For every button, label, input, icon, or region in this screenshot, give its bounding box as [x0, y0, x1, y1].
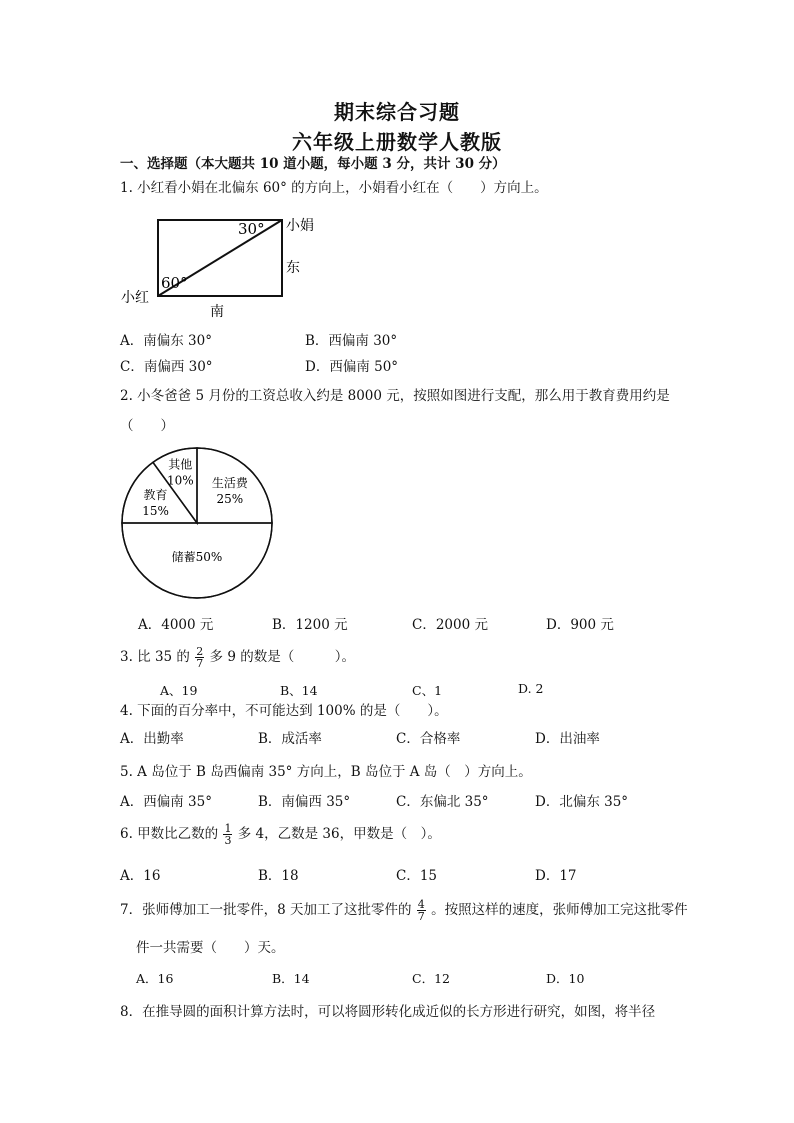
page-title: 期末综合习题: [334, 100, 460, 124]
q6-option-b: B．18: [258, 868, 299, 884]
q2-option-b: B．1200 元: [272, 617, 348, 633]
q3-fraction: $\frac{2}{7}$: [196, 645, 204, 670]
q6-option-a: A．16: [120, 868, 161, 884]
q3-text-post: 多 9 的数是（ ）。: [209, 649, 355, 665]
q7-option-a: A．16: [136, 971, 174, 986]
q3-text-pre: 3. 比 35 的: [120, 649, 190, 665]
q6-option-c: C．15: [396, 868, 438, 884]
q4-option-b: B．成活率: [258, 731, 322, 747]
question-1: 1. 小红看小娟在北偏东 60° 的方向上，小娟看小红在（ ）方向上。: [120, 180, 548, 196]
south-label: 南: [210, 304, 224, 320]
xiaojuan-label: 小娟: [286, 218, 314, 234]
question-2-blank: （ ）: [120, 418, 174, 434]
q3-option-b: B、14: [280, 683, 318, 698]
question-8: 8．在推导圆的面积计算方法时，可以将圆形转化成近似的长方形进行研究，如图，将半径: [120, 1004, 656, 1020]
q1-option-c: C．南偏西 30°: [120, 359, 213, 375]
angle-bottom-label: 60°: [161, 274, 188, 292]
q5-option-b: B．南偏西 35°: [258, 794, 351, 810]
pie-value-3: 10%: [166, 473, 194, 488]
q6-fraction: $\frac{1}{3}$: [224, 822, 232, 847]
q7-option-d: D．10: [546, 971, 585, 986]
pie-value-0: 25%: [216, 492, 244, 507]
angle-top-label: 30°: [238, 220, 265, 238]
q2-option-a: A．4000 元: [138, 617, 214, 633]
pie-label-0: 生活费: [211, 476, 248, 491]
pie-value-2: 15%: [142, 503, 169, 518]
q1-option-b: B．西偏南 30°: [305, 333, 398, 349]
pie-label-3: 其他: [168, 457, 193, 472]
direction-diagram: [118, 210, 338, 322]
q6-text-pre: 6. 甲数比乙数的: [120, 826, 219, 842]
q3-option-c: C、1: [412, 683, 443, 698]
question-3: [120, 645, 355, 669]
pie-label-2: 教育: [143, 487, 168, 502]
q7-text-pre: 7．张师傅加工一批零件，8 天加工了这批零件的: [120, 902, 412, 918]
section-heading: 一、选择题（本大题共 10 道小题，每小题 3 分，共计 30 分）: [120, 156, 506, 172]
q7-fraction: $\frac{4}{7}$: [417, 898, 425, 923]
east-label: 东: [286, 260, 300, 276]
q1-option-d: D．西偏南 50°: [305, 359, 399, 375]
pie-label-1: 储蓄50%: [171, 549, 223, 564]
q1-option-a: A．南偏东 30°: [120, 333, 212, 349]
q2-option-c: C．2000 元: [412, 617, 488, 633]
question-7: [120, 898, 688, 922]
q2-option-d: D．900 元: [546, 617, 614, 633]
q4-option-d: D．出油率: [535, 731, 600, 747]
xiaohong-label: 小红: [121, 290, 149, 306]
q6-text-post: 多 4，乙数是 36，甲数是（ ）。: [237, 826, 441, 842]
question-7-line2: 件一共需要（ ）天。: [136, 940, 285, 956]
q5-option-a: A．西偏南 35°: [120, 794, 212, 810]
q6-option-d: D．17: [535, 868, 577, 884]
question-2: 2. 小冬爸爸 5 月份的工资总收入约是 8000 元，按照如图进行支配，那么用于教育费用约是: [120, 388, 670, 404]
q4-option-a: A．出勤率: [120, 731, 184, 747]
q7-option-b: B．14: [272, 971, 310, 986]
q7-text-post: 。按照这样的速度，张师傅加工完这批零件: [431, 902, 688, 918]
q3-option-d: D. 2: [518, 681, 544, 696]
q7-option-c: C．12: [412, 971, 450, 986]
budget-pie-chart: [118, 444, 276, 602]
q5-option-d: D．北偏东 35°: [535, 794, 629, 810]
question-6: [120, 822, 441, 846]
page-subtitle: 六年级上册数学人教版: [292, 130, 502, 154]
q3-option-a: A、19: [160, 683, 198, 698]
question-5: 5. A 岛位于 B 岛西偏南 35° 方向上，B 岛位于 A 岛（ ）方向上。: [120, 764, 532, 780]
q4-option-c: C．合格率: [396, 731, 461, 747]
question-4: 4. 下面的百分率中，不可能达到 100% 的是（ ）。: [120, 703, 448, 719]
q5-option-c: C．东偏北 35°: [396, 794, 489, 810]
